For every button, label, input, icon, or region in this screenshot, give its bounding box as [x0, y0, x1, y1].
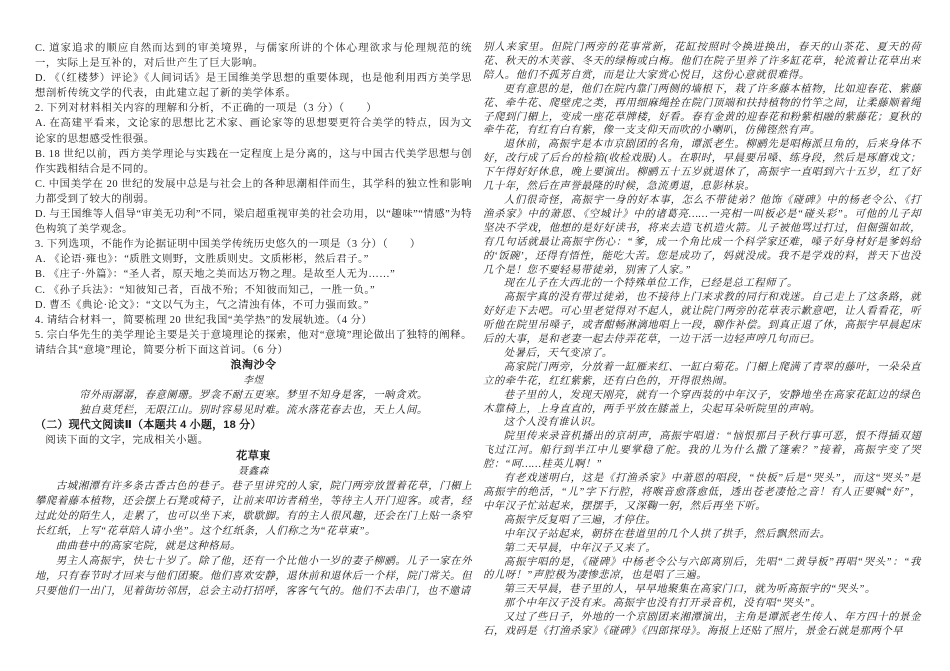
question-line: 3. 下列选项，不能作为论据证明中国美学传统历史悠久的一项是（3 分）（ ）	[35, 239, 421, 251]
story-paragraph: 别人来家里。但院门两旁的花事常新，花缸按照时令换进换出，春天的山茶花、夏天的荷花、秋天的木芙蓉、冬天的绿梅或白梅。他们在院子里养了许多缸花草，轮流着让花草出来陪人。他们不孤芳自赏，而是让大家赏心悦目，这份心意就很难得。	[483, 42, 921, 81]
option-line: C. 《孙子兵法》：“知彼知己者，百战不殆；不知彼而知己，一胜一负。”	[35, 284, 376, 296]
option-line: B. 18 世纪以前，西方美学理论与实践在一定程度上是分离的，这与中国古代美学思想与创作实践相结合是不同的。	[35, 148, 472, 175]
story-paragraph: 院里传来录音机播出的京胡声，高振宇唱道：“恼恨那吕子秋行事可恶，恨不得插双翅飞过江河。船行到半江中儿要掌稳了舵。我的儿为什么撒了篷索？”接着，高振宇变了哭腔：“呵……桂英儿啊！”	[483, 431, 921, 471]
story-paragraph: 男主人高振宇，快七十岁了。除了他，还有一个比他小一岁的妻子柳鹂。儿子一家在外地，只有春节时才回来与他们团聚。他们喜欢安静，退休前和退休后一个样，院门常关。但只要他们一出门，见着街坊邻居，总会主动打招呼，客客气气的。他们不去串门，也不邀请	[35, 556, 472, 598]
story-paragraph: 巷子里的人，发现天刚亮，就有一个穿西装的中年汉子，安静地坐在高家花缸边的绿色木靠椅上，上身直直的，两手平放在膝盖上，尖起耳朵听院里的声响。	[483, 389, 921, 415]
title-line: 花草東	[236, 449, 271, 462]
story-paragraph: 人们很奇怪，高振宇一身的好本事，怎么不带徒弟？他饰《碰碑》中的杨老令公、《打渔杀家》中的萧恩、《空城计》中的诸葛亮……一亮相一叫板必是“碰头彩”。可他的儿子却坚决不学戏，他想的是好好读书，将来去造飞机造火箭。儿子被他骂过打过，但倔强如故，有几句话就最让高振宇伤心：“爹，成一个角比成一个科学家还难，嗓子好身材好是爹妈给的‘饭碗’，还得有悟性，能吃大苦。您是成功了，妈就没成。我不是学戏的料，普天下也没几个是！您不要轻易带徒弟，别害了人家。”	[483, 194, 921, 276]
author-line: 聂鑫森	[238, 465, 269, 477]
story-paragraph: 这个人没有谁认识。	[503, 417, 602, 429]
option-line: B. 《庄子·外篇》：“圣人者，原天地之美而达万物之理。是故至人无为……”	[35, 269, 396, 281]
instruction-line: 阅读下面的文字，完成相关小题。	[45, 435, 209, 447]
story-paragraph: 曲曲巷中的高家宅院，就是这种格局。	[55, 541, 241, 553]
story-paragraph: 那个中年汉子没有来。高振宇也没有打开录音机，没有唱“哭头”。	[503, 598, 822, 610]
story-paragraph: 第二天早晨，中年汉子又来了。	[503, 542, 657, 554]
section-heading: （二）现代文阅读Ⅱ（本题共 4 小题，18 分）	[35, 419, 262, 432]
right-column	[483, 41, 921, 639]
left-column	[35, 41, 472, 599]
story-paragraph: 有老戏迷明白，这是《打渔杀家》中萧恩的唱段，“快板”后是“哭头”，而这“哭头”是高振宇的绝活，“儿”字下行腔，将喉音愈落愈低，透出苍老凄怆之音！有人正要喊“好”，中年汉子忙站起来，摆摆手，又深鞠一躬，然后再坐下听。	[483, 473, 921, 512]
story-paragraph: 更有意思的是，他们在院内靠门两侧的墙根下，栽了许多藤本植物，比如迎春花、紫藤花、牵牛花、爬壁虎之类，再用细麻绳拴在院门顶端和扶持植物的竹竿之间，让柔藤顺着绳子爬到门楣上，变成一座花草牌楼，好看。春有金黄的迎春花和粉紫相融的紫藤花；夏秋的牵牛花，有红有白有紫，像一支支仰天而吹的小喇叭，仿佛铿然有声。	[483, 83, 921, 137]
question-line: 4. 请结合材料一，简要梳理 20 世纪我国“美学热”的发展轨迹。（4 分）	[35, 314, 373, 326]
story-paragraph: 中年汉子站起来，朝挤在巷道里的几个人拱了拱手，然后飘然而去。	[503, 528, 831, 540]
story-paragraph: 又过了些日子，外地的一个京剧团来湘潭演出，主角是谭派老生传人、年方四十的景金石，戏码是《打渔杀家》《碰碑》《四郎探母》。海报上还贴了照片，景金石就是那两个早	[483, 612, 921, 638]
story-paragraph: 现在儿子在大西北的一个特殊单位工作，已经是总工程师了。	[503, 278, 798, 290]
option-line: C. 道家追求的顺应自然而达到的审美境界，与儒家所讲的个体心理欲求与伦理规范的统一，实际上是互补的，对后世产生了巨大影响。	[35, 43, 472, 70]
story-paragraph: 高家院门两旁，分放着一缸雁来红、一缸白菊花。门楣上爬满了青翠的藤叶，一朵朵直立的牵牛花，红红紫紫，还有白色的，开得很热闹。	[483, 361, 921, 387]
story-paragraph: 高振宇反复唱了三遍，才停住。	[503, 514, 657, 526]
option-line: A. 在高建平看来，文论家的思想比艺术家、画论家等的思想要更符合美学的特点，因为文论家的思想感受性很强。	[35, 118, 472, 145]
option-line: A. 《论语·雍也》：“质胜文则野，文胜质则史。文质彬彬，然后君子。”	[35, 254, 369, 266]
option-line: D. 曹丕《典论·论文》：“文以气为主，气之清浊有体，不可力强而致。”	[35, 299, 369, 311]
option-line: C. 中国美学在 20 世纪的发展中总是与社会上的各种思潮相伴而生，其学科的独立性和影响力都受到了较大的削弱。	[35, 178, 472, 205]
story-paragraph: 高振宇唱的是，《碰碑》中杨老令公与六郎离别后，先唱“二黄导板”再唱“哭头”：“我的儿呀！”声腔极为凄惨悲凉，也是唱了三遍。	[483, 556, 921, 582]
option-line: D. 《（红楼梦）评论》《人间词话》是王国维美学思想的重要体现，也是他利用西方美学思想剖析传统文学的代表，由此建立起了新的美学体系。	[35, 73, 472, 100]
story-paragraph: 第三天早晨，巷子里的人，早早地聚集在高家门口，就为听高振宇的“哭头”。	[503, 584, 876, 596]
story-paragraph: 处暑后，天气变凉了。	[503, 347, 613, 359]
option-line: D. 与王国维等人倡导“审美无功利”不同，梁启超重视审美的社会功用，以“趣味”“情感”为特色构筑了美学观念。	[35, 209, 472, 236]
question-line: 5. 宗白华先生的美学理论主要是关于意境理论的探索，他对“意境”理论做出了独特的阐释。请结合其“意境”理论，简要分析下面这首词。（6 分）	[35, 329, 472, 356]
question-line: 2. 下列对材料相关内容的理解和分析，不正确的一项是（3 分）（ ）	[35, 103, 378, 115]
story-paragraph: 退休前，高振宇是本市京剧团的名角，谭派老生。柳鹂先是唱梅派旦角的，后来身体不好，改行成了后台的检箱(收检戏服)人。在职时，早晨要吊嗓、练身段，然后是琢磨戏文；下午得好好休息，晚上要演出。柳鹂五十五岁就退休了，高振宇一直唱到六十五岁，红了好几十年，然后在声誉最隆的时候，急流勇退，息影林泉。	[483, 139, 921, 193]
title-line: 浪淘沙令	[230, 358, 277, 371]
story-paragraph: 高振宇真的没有带过徒弟，也不接待上门来求教的同行和戏迷。自己走上了这条路，就好好走下去吧。可心里老觉得对不起人，就让院门两旁的花草表示歉意吧，让人看看花，听听他在院里吊嗓子，或者酣畅淋漓地唱上一段，聊作补偿。到真正退了休，高振宇早晨起床后的大事，是和老妻一起去侍弄花草，一边干活一边轻声哼几句而已。	[483, 292, 921, 346]
author-line: 李煜	[243, 375, 264, 387]
story-paragraph: 古城湘潭有许多条古香古色的巷子。巷子里讲究的人家，院门两旁放置着花草，门楣上攀爬着藤本植物，还会摆上石凳或椅子，让前来叩访者稍坐，等待主人开门迎客。或者，经过此处的陌生人，走累了，也可以坐下来，歇歇脚。有的主人很风趣，还会在门上贴一条窄长红纸，上写“花草陪人请小坐”。这个红纸条，人们称之为“花草東”。	[35, 480, 472, 537]
poem-line: 独自莫凭栏，无限江山。别时容易见时难。流水落花春去也，天上人间。	[79, 405, 428, 417]
poem-line: 帘外雨潺潺，春意阑珊。罗衾不耐五更寒。梦里不知身是客，一晌贪欢。	[79, 390, 428, 402]
